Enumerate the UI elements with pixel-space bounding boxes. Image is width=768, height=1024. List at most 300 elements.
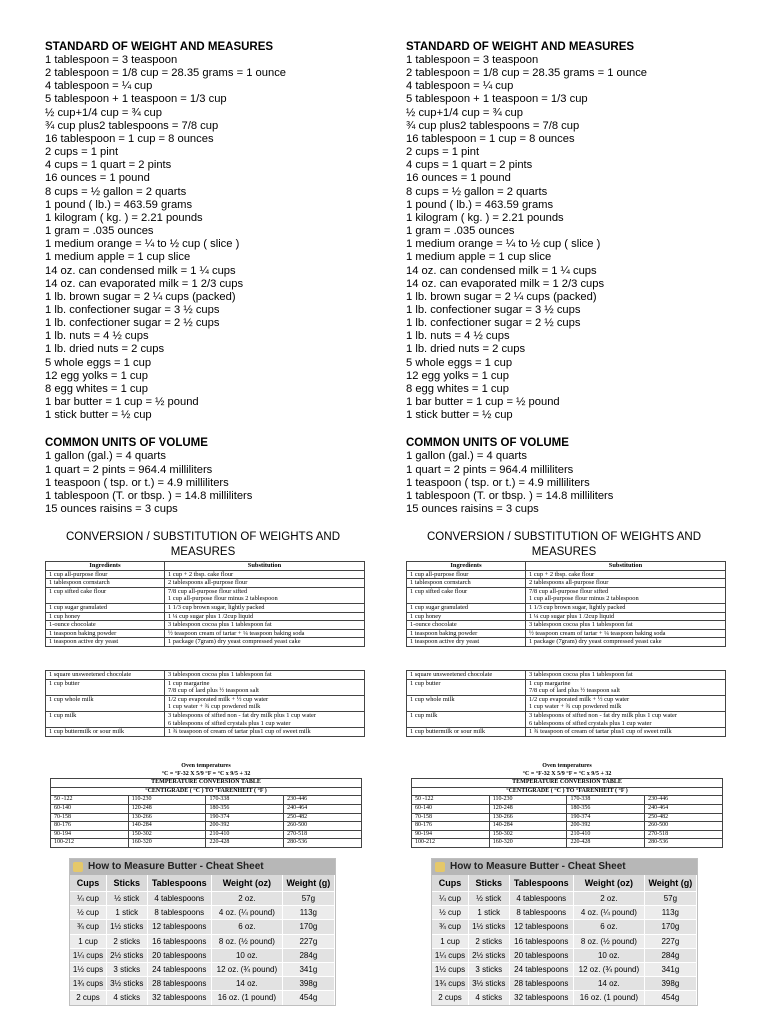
weights-line: 1 medium apple = 1 cup slice [45,251,191,264]
butter-table [432,875,697,1005]
table-row [412,822,723,831]
volume-line: 15 ounces raisins = 3 cups [406,503,539,515]
butter-cell: 4 oz. (¼ pound) [212,906,283,920]
substitution-text: 6 tablespoons of sifted crystals plus 1 cup water [168,719,291,727]
table-row [432,934,697,948]
ingredient-cell: 1 teaspoon baking powder [46,629,165,638]
weights-line: 4 cups = 1 quart = 2 pints [406,159,533,172]
butter-cell: 1½ cups [70,962,107,976]
temperature-table [411,778,723,848]
butter-cell: 341g [282,962,334,976]
weights-line: 4 cups = 1 quart = 2 pints [45,159,172,172]
table-row [46,612,365,621]
butter-cell: 1¼ cups [432,948,469,962]
ingredient-cell: 1 tablespoon cornstarch [407,579,526,588]
butter-cell: 1¾ cups [70,977,107,991]
weights-line: 1 tablespoon = 3 teaspoon [45,54,178,66]
table-row [412,839,723,848]
ingredient-cell: 1 cup milk [407,711,526,727]
butter-title-bar [432,859,697,875]
ingredient-cell: 1 cup whole milk [407,695,526,711]
table-header-row [70,875,335,892]
butter-cell: ¾ cup [432,920,469,934]
butter-cell: 8 tablespoons [147,906,211,920]
table-row [432,962,697,976]
weights-line: 1 gram = .035 ounces [406,225,515,238]
weights-line: 1 pound ( lb.) = 463.59 grams [45,198,193,211]
weights-line: 5 whole eggs = 1 cup [45,356,152,369]
butter-cell: 16 tablespoons [147,934,211,948]
column-header: Sticks [107,875,148,892]
conversion-title: CONVERSION / SUBSTITUTION OF WEIGHTS AND MEASURES [65,531,341,558]
temperature-cell: 250-482 [645,813,723,822]
butter-cell: 4 tablespoons [147,892,211,906]
butter-cell: 3 sticks [107,962,148,976]
table-row [46,570,365,579]
temperature-cell: 160-320 [489,839,567,848]
table-row [51,813,362,822]
butter-cell: 4 oz. (¼ pound) [574,906,645,920]
weights-line: 1 medium orange = ¼ to ½ cup ( slice ) [406,238,601,251]
butter-icon [73,862,83,872]
substitution-text: 1 cup margarine [529,679,571,687]
substitution-text: ½ teaspoon cream of tartar + ¼ teaspoon baking soda [529,629,666,637]
volume-line: 1 quart = 2 pints = 964.4 milliliters [45,463,213,476]
butter-cell: ¼ cup [70,892,107,906]
temperature-cell: 260-500 [645,822,723,831]
table-row [46,603,365,612]
table-header-row [46,562,365,571]
butter-cell: ½ stick [469,892,510,906]
butter-cell: 1¾ cups [432,977,469,991]
butter-cell: 28 tablespoons [147,977,211,991]
temperature-cell: 50 -122 [412,796,490,805]
butter-cell: 20 tablespoons [147,948,211,962]
butter-cell: 170g [282,920,334,934]
table-row [412,830,723,839]
weights-line: 1 tablespoon = 3 teaspoon [406,54,539,66]
temperature-cell: 170-338 [206,796,284,805]
temperature-cell: 60-140 [51,804,129,813]
substitution-cell [526,629,726,638]
substitution-cell [526,695,726,711]
butter-cell: 24 tablespoons [147,962,211,976]
table-row [46,621,365,630]
temperature-table-subtitle: °CENTIGRADE ( °C ) TO °FARENHEIT ( °F ) [412,787,723,796]
ingredient-cell: 1 cup whole milk [46,695,165,711]
butter-cell: 24 tablespoons [509,962,573,976]
temperature-cell: 140-284 [489,822,567,831]
table-title-row [51,779,362,788]
ingredient-cell: 1-ounce chocolate [46,621,165,630]
ingredient-cell: 1-ounce chocolate [407,621,526,630]
temperature-cell: 250-482 [284,813,362,822]
weights-line: 8 egg whites = 1 cup [45,382,148,395]
weights-line: 1 medium apple = 1 cup slice [406,251,552,264]
temperature-cell: 220-428 [567,839,645,848]
substitution-cell [526,638,726,647]
ingredient-cell: 1 teaspoon active dry yeast [46,638,165,647]
table-row [46,629,365,638]
substitution-text: 1 package (7gram) dry yeast compressed yeast cake [529,638,662,646]
table-row [432,892,697,906]
temperature-cell: 230-446 [284,796,362,805]
weights-line: 1 medium orange = ¼ to ½ cup ( slice ) [45,238,240,251]
butter-cell: ½ cup [70,906,107,920]
table-row [412,804,723,813]
table-row [51,804,362,813]
ingredient-cell: 1 cup buttermilk or sour milk [407,728,526,737]
butter-cell: 1 stick [469,906,510,920]
table-row [407,579,726,588]
butter-cell: 1½ sticks [107,920,148,934]
ingredient-cell: 1 cup all-purpose flour [407,570,526,579]
butter-cell: 32 tablespoons [147,991,211,1005]
weights-line: 16 tablespoon = 1 cup = 8 ounces [406,132,575,145]
ingredient-cell: 1 cup honey [46,612,165,621]
table-row [407,679,726,695]
table-row [407,570,726,579]
table-subtitle-row [51,787,362,796]
substitution-text: 1 package (7gram) dry yeast compressed yeast cake [168,638,301,646]
ingredient-cell: 1 cup sifted cake flour [407,587,526,603]
temperature-cell: 270-518 [284,830,362,839]
weights-line: 1 bar butter = 1 cup = ½ pound [45,396,199,409]
table-row [432,906,697,920]
substitution-cell [526,587,726,603]
table-header-row [432,875,697,892]
butter-cell: 12 tablespoons [509,920,573,934]
butter-cell: ½ cup [432,906,469,920]
weights-line: 1 kilogram ( kg. ) = 2.21 pounds [406,211,564,224]
weights-line: 16 ounces = 1 pound [406,172,511,185]
table-row [432,977,697,991]
substitution-cell [165,638,365,647]
table-row [70,934,335,948]
temperature-cell: 240-464 [284,804,362,813]
weights-line: ½ cup+1/4 cup = ¾ cup [45,106,162,119]
table-row [46,711,365,727]
table-row [51,830,362,839]
table-row [46,728,365,737]
butter-cell: 4 sticks [107,991,148,1005]
butter-cell: 1¼ cups [70,948,107,962]
table-row [70,948,335,962]
substitution-cell [526,671,726,680]
butter-cell: ¼ cup [432,892,469,906]
butter-cell: 284g [644,948,696,962]
volume-line: 1 tablespoon (T. or tbsp. ) = 14.8 milliliters [406,489,614,502]
weights-line: 14 oz. can evaporated milk = 1 2/3 cups [45,277,244,290]
butter-cell: 10 oz. [212,948,283,962]
weights-line: 12 egg yolks = 1 cup [406,369,509,382]
ingredient-cell: 1 cup all-purpose flour [46,570,165,579]
temperature-cell: 260-500 [284,822,362,831]
table-row [412,813,723,822]
temperature-cell: 200-392 [206,822,284,831]
butter-cell: 170g [644,920,696,934]
butter-icon [435,862,445,872]
butter-cell: 284g [282,948,334,962]
weights-line: 14 oz. can condensed milk = 1 ¼ cups [406,264,597,277]
substitution-text: 1 cup all-purpose flour minus 2 tablespoon [529,595,639,603]
column-header: Tablespoons [509,875,573,892]
weights-list [45,54,385,422]
butter-cell: 14 oz. [574,977,645,991]
ingredient-cell: 1 cup sifted cake flour [46,587,165,603]
butter-cell: 12 oz. (¾ pound) [574,962,645,976]
butter-cell: 227g [282,934,334,948]
weights-column-right [406,40,746,516]
substitution-text: 3 tablespoon cocoa plus 1 tablespoon fat [168,671,272,678]
butter-cell: 14 oz. [212,977,283,991]
substitution-cell [526,728,726,737]
substitution-cell [165,679,365,695]
ingredient-cell: 1 cup milk [46,711,165,727]
temperature-cell: 280-536 [284,839,362,848]
substitution-text: 1 1/3 cup brown sugar, lightly packed [529,603,626,611]
ingredient-cell: 1 teaspoon active dry yeast [407,638,526,647]
table-row [70,920,335,934]
butter-cell: 12 tablespoons [147,920,211,934]
butter-cell: 1 stick [107,906,148,920]
temperature-cell: 70-158 [51,813,129,822]
weights-line: 1 lb. dried nuts = 2 cups [406,343,526,356]
table-row [46,638,365,647]
substitution-cell [165,587,365,603]
volume-list [406,450,746,516]
temperature-cell: 220-428 [206,839,284,848]
table-row [51,822,362,831]
butter-cell: 2½ sticks [107,948,148,962]
weights-line: 1 stick butter = ½ cup [406,409,513,422]
volume-line: 1 teaspoon ( tsp. or t.) = 4.9 milliliters [406,476,590,489]
weights-line: 1 kilogram ( kg. ) = 2.21 pounds [45,211,203,224]
column-header: Sticks [469,875,510,892]
butter-cheat-sheet [431,858,698,1006]
butter-cell: 2 oz. [212,892,283,906]
butter-cell: 4 sticks [469,991,510,1005]
substitution-text: 1 ¼ cup sugar plus 1 /2cup liquid [168,612,254,620]
substitution-text: 6 tablespoons of sifted crystals plus 1 cup water [529,719,652,727]
temperature-cell: 100-212 [51,839,129,848]
temperature-cell: 210-410 [206,830,284,839]
substitution-table-a [45,561,365,647]
temperature-cell: 50 -122 [51,796,129,805]
butter-cell: 227g [644,934,696,948]
substitution-cell [165,671,365,680]
weights-line: 16 tablespoon = 1 cup = 8 ounces [45,132,214,145]
weights-line: ½ cup+1/4 cup = ¾ cup [406,106,523,119]
butter-cell: 1½ sticks [469,920,510,934]
substitution-cell [165,728,365,737]
temperature-cell: 150-302 [489,830,567,839]
butter-cell: 2½ sticks [469,948,510,962]
butter-cell: 3 sticks [469,962,510,976]
butter-cell: 113g [644,906,696,920]
weights-heading: STANDARD OF WEIGHT AND MEASURES [45,41,274,53]
table-row [70,962,335,976]
weights-line: 5 tablespoon + 1 teaspoon = 1/3 cup [45,93,227,106]
table-row [46,587,365,603]
temperature-cell: 280-536 [645,839,723,848]
column-header: Weight (g) [282,875,334,892]
butter-cell: 2 oz. [574,892,645,906]
temperature-cell: 120-248 [489,804,567,813]
substitution-text: 1 ¼ cup sugar plus 1 /2cup liquid [529,612,615,620]
table-row [407,695,726,711]
butter-title-bar [70,859,335,875]
butter-cell: 12 oz. (¾ pound) [212,962,283,976]
substitution-text: 3 tablespoon cocoa plus 1 tablespoon fat [168,621,272,629]
butter-cell: ½ stick [107,892,148,906]
weights-line: 5 tablespoon + 1 teaspoon = 1/3 cup [406,93,588,106]
temperature-cell: 60-140 [412,804,490,813]
butter-cell: 1 cup [432,934,469,948]
substitution-text: 7/8 cup all-purpose flour sifted [529,587,609,595]
substitution-text: 3 tablespoons of sifted non - fat dry milk plus 1 cup water [529,711,678,719]
butter-cell: 57g [282,892,334,906]
column-header: Cups [70,875,107,892]
oven-temperature-block [411,763,723,848]
temperature-table-subtitle: °CENTIGRADE ( °C ) TO °FARENHEIT ( °F ) [51,787,362,796]
column-header: Weight (oz) [212,875,283,892]
substitution-cell [165,612,365,621]
butter-cell: 2 cups [70,991,107,1005]
table-row [407,603,726,612]
table-subtitle-row [412,787,723,796]
table-title-row [412,779,723,788]
substitution-text: 1 ¾ teaspoon of cream of tartar plus1 cup of sweet milk [529,728,672,736]
butter-cell: 398g [282,977,334,991]
substitution-text: 2 tablespoons all-purpose flour [529,579,609,587]
volume-line: 1 gallon (gal.) = 4 quarts [406,450,527,463]
weights-list [406,54,746,422]
weights-line: 4 tablespoon = ¼ cup [45,80,153,93]
butter-cell: 8 tablespoons [509,906,573,920]
butter-cell: 2 sticks [469,934,510,948]
butter-cell: 2 cups [432,991,469,1005]
butter-cell: 2 sticks [107,934,148,948]
substitution-text: 1/2 cup evaporated milk + ½ cup water [529,695,630,703]
weights-line: 1 lb. confectioner sugar = 3 ½ cups [406,303,581,316]
substitution-table-a [406,561,726,647]
weights-line: 8 cups = ½ gallon = 2 quarts [45,185,187,198]
butter-cell: 6 oz. [574,920,645,934]
weights-line: 1 stick butter = ½ cup [45,409,152,422]
weights-line: 8 cups = ½ gallon = 2 quarts [406,185,548,198]
temperature-cell: 270-518 [645,830,723,839]
table-row [46,679,365,695]
substitution-text: 3 tablespoons of sifted non - fat dry milk plus 1 cup water [168,711,317,719]
weights-heading: STANDARD OF WEIGHT AND MEASURES [406,41,635,53]
temperature-cell: 100-212 [412,839,490,848]
table-header-row [407,562,726,571]
column-header: Tablespoons [147,875,211,892]
ingredient-cell: 1 cup butter [46,679,165,695]
temperature-cell: 130-266 [128,813,206,822]
substitution-cell [165,629,365,638]
temperature-cell: 90-194 [412,830,490,839]
ingredient-cell: 1 cup buttermilk or sour milk [46,728,165,737]
ingredient-cell: 1 cup honey [407,612,526,621]
substitution-cell [526,579,726,588]
volume-heading: COMMON UNITS OF VOLUME [406,437,569,450]
butter-cell: 57g [644,892,696,906]
table-row [70,892,335,906]
weights-line: 5 whole eggs = 1 cup [406,356,513,369]
substitution-cell [165,711,365,727]
ingredient-cell: 1 tablespoon cornstarch [46,579,165,588]
substitution-text: 1 cup water + ¾ cup powdered milk [168,703,261,711]
ingredient-cell: 1 teaspoon baking powder [407,629,526,638]
column-header: Weight (oz) [574,875,645,892]
weights-line: 2 cups = 1 pint [406,146,480,159]
weights-line: 16 ounces = 1 pound [45,172,150,185]
substitution-cell [526,603,726,612]
substitution-text: 1 cup margarine [168,679,210,687]
volume-list [45,450,385,516]
column-header: Ingredients [46,562,165,571]
ingredient-cell: 1 cup butter [407,679,526,695]
temperature-cell: 190-374 [567,813,645,822]
substitution-cell [526,621,726,630]
weights-column-left [45,40,385,516]
temperature-cell: 240-464 [645,804,723,813]
weights-line: 1 lb. confectioner sugar = 2 ½ cups [406,317,581,330]
temperature-cell: 180-356 [206,804,284,813]
ingredient-cell: 1 square unsweetened chocolate [407,671,526,680]
temperature-table [50,778,362,848]
temperature-cell: 200-392 [567,822,645,831]
substitution-cell [165,570,365,579]
weights-line: 1 lb. nuts = 4 ½ cups [406,330,510,343]
butter-table [70,875,335,1005]
substitution-text: 3 tablespoon cocoa plus 1 tablespoon fat [529,621,633,629]
temperature-table-title: TEMPERATURE CONVERSION TABLE [51,779,362,788]
weights-line: ¾ cup plus2 tablespoons = 7/8 cup [406,119,580,132]
butter-cell: 8 oz. (½ pound) [574,934,645,948]
oven-title: Oven temperatures [181,763,231,769]
ingredient-cell: 1 cup sugar granulated [46,603,165,612]
substitution-text: 2 tablespoons all-purpose flour [168,579,248,587]
substitution-text: 1 cup all-purpose flour minus 2 tablespoon [168,595,278,603]
table-row [51,796,362,805]
weights-line: 1 lb. confectioner sugar = 3 ½ cups [45,303,220,316]
temperature-cell: 230-446 [645,796,723,805]
temperature-cell: 190-374 [206,813,284,822]
butter-cell: 1½ cups [432,962,469,976]
butter-cell: 10 oz. [574,948,645,962]
substitution-cell [165,695,365,711]
butter-cell: 3½ sticks [469,977,510,991]
temperature-cell: 180-356 [567,804,645,813]
weights-line: 1 bar butter = 1 cup = ½ pound [406,396,560,409]
substitution-text: 1 cup water + ¾ cup powdered milk [529,703,622,711]
table-row [407,587,726,603]
temperature-cell: 130-266 [489,813,567,822]
oven-formula: °C = °F-32 X 5/9 °F = °C x 9/5 + 32 [522,770,612,777]
volume-line: 1 tablespoon (T. or tbsp. ) = 14.8 milliliters [45,489,253,502]
table-row [432,948,697,962]
substitution-text: 1 ¾ teaspoon of cream of tartar plus1 cup of sweet milk [168,728,311,736]
weights-line: 12 egg yolks = 1 cup [45,369,148,382]
column-header: Cups [432,875,469,892]
volume-line: 1 gallon (gal.) = 4 quarts [45,450,166,463]
temperature-cell: 170-338 [567,796,645,805]
butter-cell: 6 oz. [212,920,283,934]
temperature-table-title: TEMPERATURE CONVERSION TABLE [412,779,723,788]
